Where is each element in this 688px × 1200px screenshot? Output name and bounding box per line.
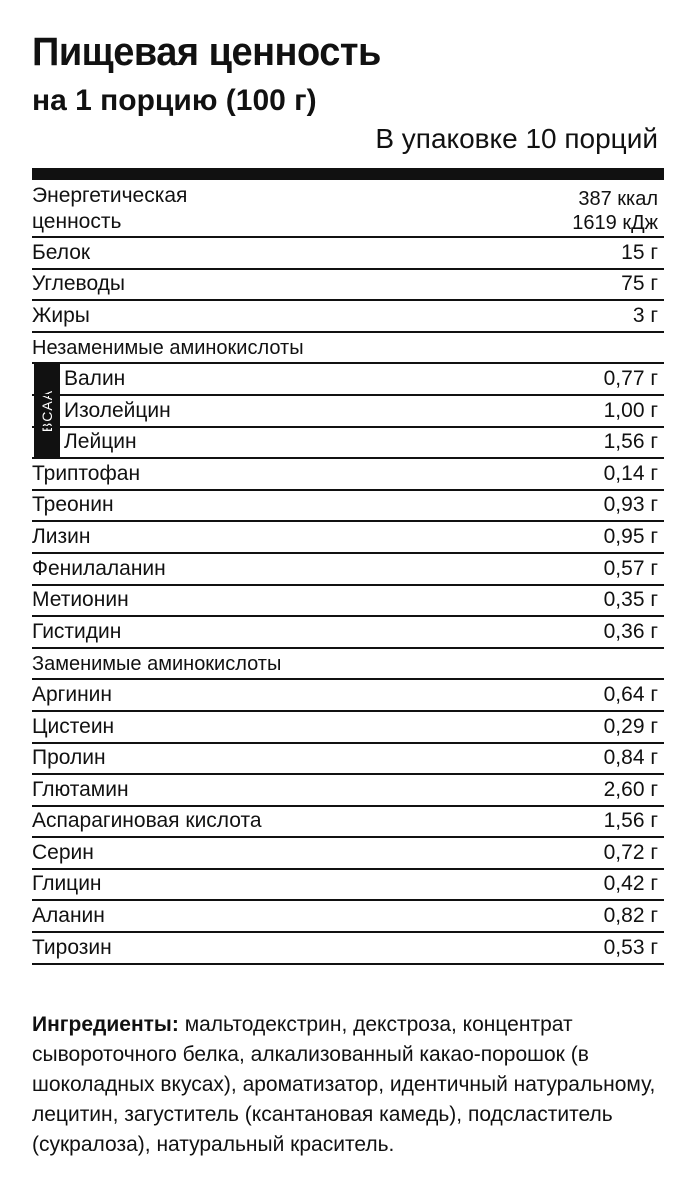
essential-row [32, 554, 664, 586]
aminoacid-name: Тирозин [32, 935, 112, 959]
servings-per-pack: В упаковке 10 порций [375, 123, 658, 154]
nonessential-row [32, 775, 664, 807]
aminoacid-name: Лейцин [64, 430, 137, 454]
aminoacid-value: 0,53 г [603, 935, 658, 959]
aminoacid-value: 0,93 г [603, 493, 658, 517]
aminoacid-name: Метионин [32, 588, 129, 612]
macro-value: 15 г [621, 240, 658, 264]
bcaa-label: BCAA [39, 389, 55, 432]
macro-value: 3 г [632, 303, 658, 327]
aminoacid-value: 1,56 г [603, 809, 658, 833]
bcaa-row [32, 396, 664, 428]
aminoacid-name: Гистидин [32, 619, 122, 643]
aminoacid-value: 1,56 г [603, 430, 658, 454]
essential-aminoacids-heading: Незаменимые аминокислоты [32, 333, 664, 365]
macro-name: Жиры [32, 303, 90, 327]
nonessential-row [32, 807, 664, 839]
bcaa-row [32, 428, 664, 460]
aminoacid-name: Триптофан [32, 461, 141, 485]
essential-row [32, 491, 664, 523]
aminoacid-value: 1,00 г [603, 398, 658, 422]
essential-row [32, 586, 664, 618]
nonessential-row [32, 744, 664, 776]
bcaa-row [32, 364, 664, 396]
aminoacid-value: 0,14 г [603, 461, 658, 485]
macro-value: 75 г [621, 272, 658, 296]
nonessential-aminoacids-heading: Заменимые аминокислоты [32, 649, 664, 681]
macro-row [32, 301, 664, 333]
macro-row [32, 238, 664, 270]
ingredients-text: мальтодекстрин, декстроза, концентрат сывороточного белка, алкализованный какао-порошок (в шоколадных вкусах), ароматизатор, идентичный натуральному, лецитин, загуститель (ксантановая камедь), подсластитель (сукралоза), натуральный краситель. [32, 1013, 656, 1156]
aminoacid-name: Пролин [32, 746, 106, 770]
energy-name [32, 183, 572, 235]
aminoacid-value: 0,84 г [603, 746, 658, 770]
aminoacid-name: Глицин [32, 872, 102, 896]
aminoacid-value: 0,82 г [603, 904, 658, 928]
aminoacid-value: 0,95 г [603, 524, 658, 548]
aminoacid-name: Треонин [32, 493, 114, 517]
aminoacid-name: Аспарагиновая кислота [32, 809, 262, 833]
aminoacid-value: 0,29 г [603, 714, 658, 738]
macro-row [32, 270, 664, 302]
aminoacid-value: 0,42 г [603, 872, 658, 896]
aminoacid-name: Валин [64, 366, 126, 390]
ingredients-title: Ингредиенты: [32, 1013, 185, 1036]
essential-row [32, 522, 664, 554]
aminoacid-name: Аргинин [32, 682, 113, 706]
label-title: Пищевая ценность [32, 30, 381, 75]
aminoacid-name: Цистеин [32, 714, 115, 738]
bcaa-group [32, 364, 664, 459]
aminoacid-name: Глютамин [32, 777, 129, 801]
aminoacid-value: 0,57 г [603, 556, 658, 580]
essential-row [32, 617, 664, 649]
energy-name-line1: Энергетическая [32, 184, 188, 207]
energy-kj: 1619 кДж [572, 212, 658, 234]
thick-divider [32, 168, 664, 180]
nonessential-row [32, 870, 664, 902]
essential-row [32, 459, 664, 491]
aminoacid-value: 0,72 г [603, 840, 658, 864]
nonessential-row [32, 680, 664, 712]
energy-value [572, 187, 664, 235]
macro-name: Белок [32, 240, 91, 264]
aminoacid-value: 0,35 г [603, 588, 658, 612]
ingredients-block [32, 1010, 662, 1160]
nonessential-row [32, 712, 664, 744]
energy-row [32, 180, 664, 238]
aminoacid-value: 0,64 г [603, 682, 658, 706]
aminoacid-value: 2,60 г [603, 777, 658, 801]
macro-name: Углеводы [32, 272, 126, 296]
aminoacid-value: 0,77 г [603, 366, 658, 390]
nonessential-row [32, 838, 664, 870]
aminoacid-value: 0,36 г [603, 619, 658, 643]
aminoacid-name: Аланин [32, 904, 105, 928]
energy-name-line2: ценность [32, 210, 122, 233]
aminoacid-name: Фенилаланин [32, 556, 166, 580]
label-subtitle: на 1 порцию (100 г) [32, 84, 317, 117]
aminoacid-name: Лизин [32, 524, 91, 548]
aminoacid-name: Серин [32, 840, 94, 864]
aminoacid-name: Изолейцин [64, 398, 171, 422]
nonessential-row [32, 901, 664, 933]
nonessential-row [32, 933, 664, 965]
nutrition-label [32, 28, 664, 965]
energy-kcal: 387 ккал [578, 188, 658, 210]
